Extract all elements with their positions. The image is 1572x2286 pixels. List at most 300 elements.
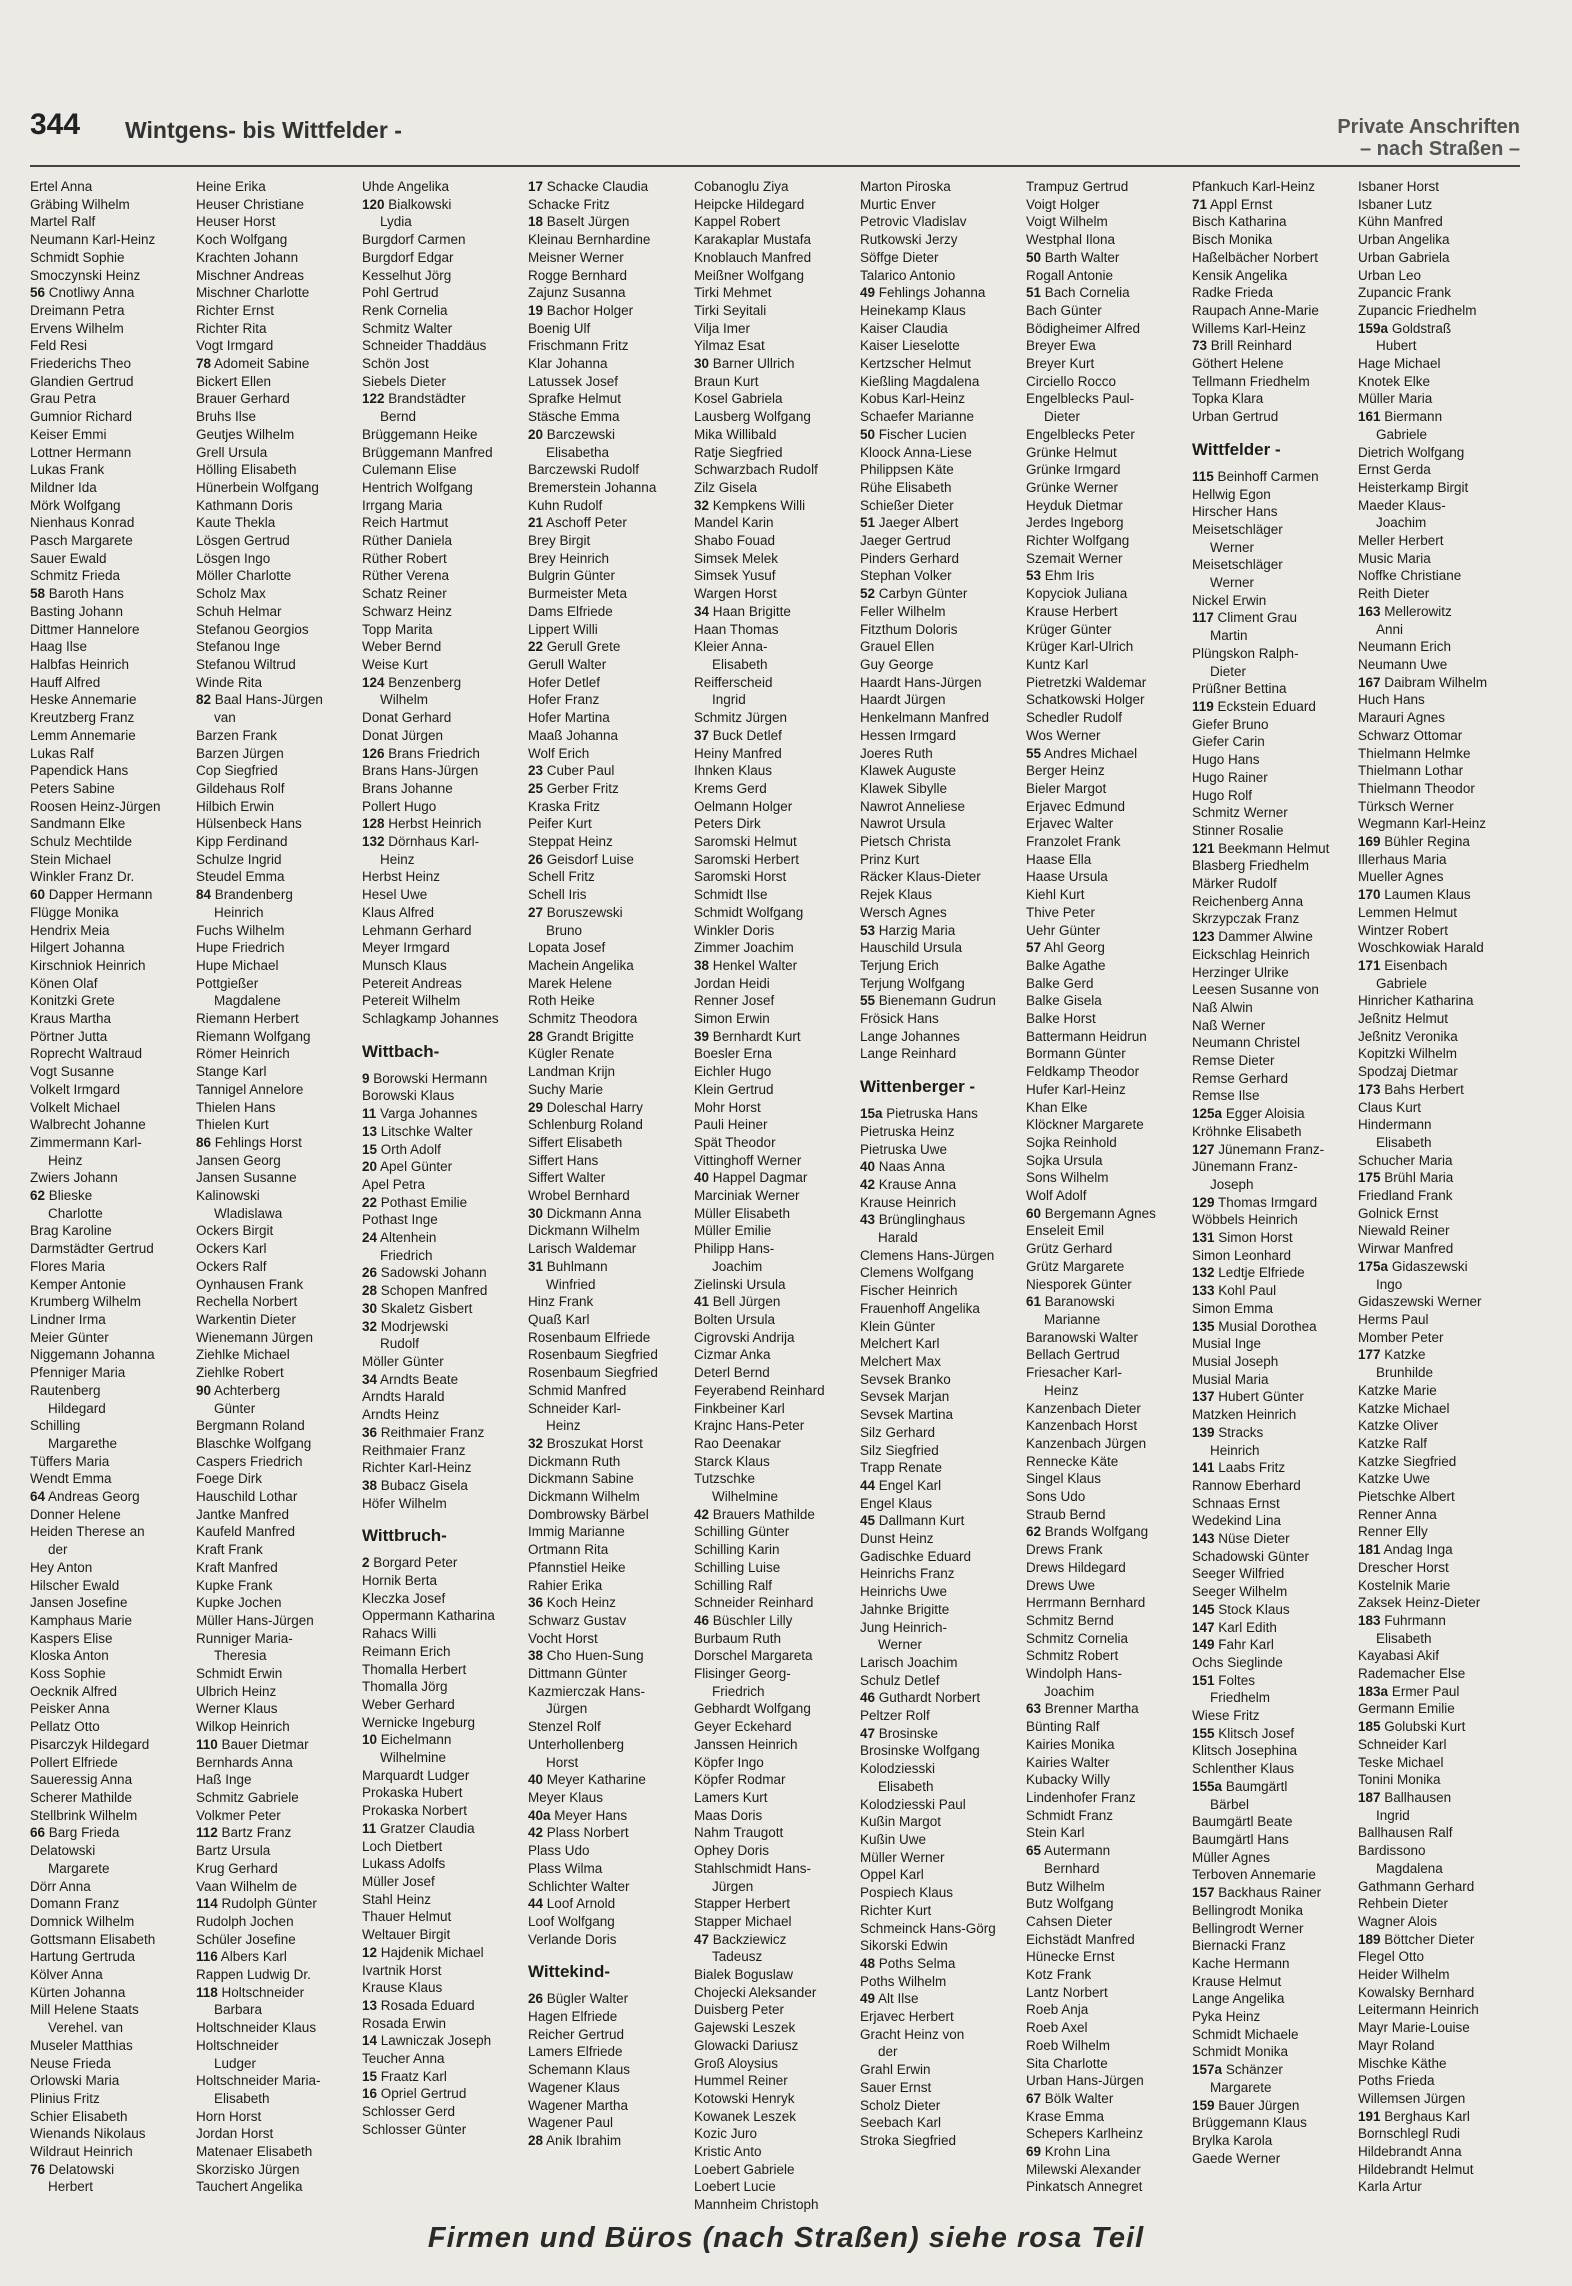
resident-name: Lösgen Ingo [196, 550, 271, 566]
listing-continuation [1192, 1689, 1350, 1707]
listing-entry [860, 656, 1018, 674]
listing-continuation [528, 1276, 686, 1294]
house-number: 159a [1358, 320, 1389, 336]
listing-entry [1026, 444, 1184, 462]
listing-entry [528, 1134, 686, 1152]
resident-name: Mellerowitz [1384, 603, 1452, 619]
house-number: 56 [30, 285, 46, 301]
listing-entry [362, 1590, 520, 1608]
resident-name: Wernicke Ingeburg [362, 1714, 476, 1730]
resident-name: Stange Karl [196, 1064, 267, 1080]
listing-entry [528, 550, 686, 568]
listing-entry [694, 178, 852, 196]
listing-entry [1192, 857, 1350, 875]
listing-entry [694, 390, 852, 408]
resident-name: Hindermann [1358, 1117, 1432, 1133]
listing-entry [1192, 928, 1350, 946]
resident-name: Ockers Ralf [196, 1258, 267, 1274]
resident-name: Elisabeth [878, 1778, 934, 1794]
listing-entry [196, 691, 354, 709]
house-number: 31 [528, 1258, 544, 1274]
resident-name: Lukas Frank [30, 462, 105, 478]
listing-entry [1358, 1718, 1516, 1736]
listing-entry [30, 1028, 188, 1046]
resident-name: Rogge Bernhard [528, 267, 628, 283]
resident-name: Grünke Werner [1026, 479, 1119, 495]
listing-entry [1026, 1470, 1184, 1488]
resident-name: Hage Michael [1358, 356, 1441, 372]
resident-name: Modrjewski [380, 1318, 449, 1334]
listing-continuation [196, 1205, 354, 1223]
resident-name: Ingrid [1376, 1807, 1410, 1823]
resident-name: Gabriele [1376, 975, 1428, 991]
resident-name: Hupe Michael [196, 957, 279, 973]
header-rule [30, 165, 1520, 167]
listing-entry [196, 497, 354, 515]
listing-entry [1358, 1311, 1516, 1329]
listing-entry [196, 302, 354, 320]
listing-entry [860, 426, 1018, 444]
resident-name: Simon Horst [1218, 1230, 1293, 1246]
listing-entry [362, 656, 520, 674]
listing-entry [694, 638, 852, 656]
listing-entry [1358, 886, 1516, 904]
listing-entry [1026, 1966, 1184, 1984]
listing-entry [860, 2061, 1018, 2079]
listing-entry [528, 656, 686, 674]
listing-entry [1192, 1052, 1350, 1070]
listing-entry [694, 833, 852, 851]
house-number: 27 [528, 904, 544, 920]
resident-name: Pottgießer [196, 975, 259, 991]
resident-name: Klöckner Margarete [1026, 1117, 1144, 1133]
listing-entry [30, 833, 188, 851]
listing-entry [362, 1353, 520, 1371]
listing-continuation [30, 1205, 188, 1223]
listing-entry [1026, 939, 1184, 957]
listing-entry [694, 1417, 852, 1435]
listing-entry [30, 1293, 188, 1311]
listing-entry [1192, 2114, 1350, 2132]
resident-name: Talarico Antonio [860, 267, 956, 283]
listing-entry [30, 1577, 188, 1595]
resident-name: Mill Helene Staats [30, 2002, 139, 2018]
house-number: 55 [1026, 745, 1042, 761]
resident-name: Klawek Sibylle [860, 780, 948, 796]
listing-entry [1358, 2161, 1516, 2179]
resident-name: Riemann Wolfgang [196, 1028, 311, 1044]
resident-name: Lamers Elfriede [528, 2044, 623, 2060]
listing-entry [1358, 1081, 1516, 1099]
resident-name: Niewald Reiner [1358, 1223, 1450, 1239]
listing-entry [860, 1654, 1018, 1672]
street-heading: Wittfelder - [1192, 439, 1281, 459]
resident-name: Apel Günter [380, 1159, 453, 1175]
listing-entry [528, 1010, 686, 1028]
listing-entry [1358, 1736, 1516, 1754]
resident-name: Baumgärtl [1225, 1778, 1288, 1794]
resident-name: Hajdenik Michael [380, 1944, 484, 1960]
resident-name: Henkelmann Manfred [860, 710, 990, 726]
listing-entry [1192, 1742, 1350, 1760]
resident-name: Beinhoff Carmen [1217, 468, 1319, 484]
listing-entry [694, 426, 852, 444]
listing-entry [1192, 1725, 1350, 1743]
listing-entry [694, 1435, 852, 1453]
listing-entry [362, 320, 520, 338]
resident-name: Joseph [1210, 1176, 1254, 1192]
listing-entry [196, 922, 354, 940]
resident-name: Geyer Eckehard [694, 1719, 792, 1735]
listing-entry [1192, 1884, 1350, 1902]
resident-name: Dunst Heinz [860, 1531, 934, 1547]
listing-entry [196, 1718, 354, 1736]
listing-continuation [1358, 1364, 1516, 1382]
listing-entry [1192, 2132, 1350, 2150]
listing-entry [860, 833, 1018, 851]
listing-entry [528, 957, 686, 975]
house-number: 15 [362, 1141, 378, 1157]
resident-name: Saueressig Anna [30, 1772, 133, 1788]
listing-entry [30, 1559, 188, 1577]
resident-name: Karakaplar Mustafa [694, 232, 812, 248]
resident-name: Reifferscheid [694, 674, 773, 690]
listing-entry [694, 2161, 852, 2179]
listing-entry [362, 585, 520, 603]
resident-name: Isbaner Horst [1358, 179, 1440, 194]
listing-entry [528, 249, 686, 267]
resident-name: Stinner Rosalie [1192, 822, 1284, 838]
resident-name: Krajnc Hans-Peter [694, 1418, 805, 1434]
resident-name: Wegmann Karl-Heinz [1358, 816, 1487, 832]
listing-entry [694, 2019, 852, 2037]
listing-entry [528, 1506, 686, 1524]
listing-entry [362, 1838, 520, 1856]
listing-entry [196, 762, 354, 780]
resident-name: Dieter [1044, 409, 1081, 425]
resident-name: Haag Ilse [30, 639, 88, 655]
resident-name: Chojecki Aleksander [694, 1984, 817, 2000]
resident-name: Gadischke Eduard [860, 1548, 972, 1564]
resident-name: Walbrecht Johanne [30, 1117, 146, 1133]
listing-entry [30, 1612, 188, 1630]
listing-entry [860, 1158, 1018, 1176]
listing-entry [1192, 390, 1350, 408]
house-number: 62 [30, 1188, 46, 1204]
house-number: 52 [860, 586, 876, 602]
house-number: 28 [528, 1028, 544, 1044]
listing-continuation [196, 992, 354, 1010]
resident-name: Groß Aloysius [694, 2055, 779, 2071]
listing-entry [30, 1824, 188, 1842]
listing-entry [1192, 981, 1350, 999]
resident-name: Pinkatsch Annegret [1026, 2179, 1143, 2195]
listing-entry [528, 1099, 686, 1117]
resident-name: Hendrix Meia [30, 922, 110, 938]
resident-name: Hildebrandt Helmut [1358, 2161, 1474, 2177]
house-number: 50 [1026, 249, 1042, 265]
resident-name: Biermann [1384, 409, 1443, 425]
resident-name: Hinz Frank [528, 1294, 594, 1310]
resident-name: Ziehlke Robert [196, 1365, 284, 1381]
resident-name: Voigt Holger [1026, 196, 1100, 212]
resident-name: Kuhn Rudolf [528, 497, 603, 513]
resident-name: Ballhausen Ralf [1358, 1825, 1453, 1841]
listing-entry [362, 479, 520, 497]
resident-name: Katzke Ralf [1358, 1435, 1428, 1451]
listing-entry [362, 567, 520, 585]
listing-continuation [30, 2019, 188, 2037]
resident-name: Irrgang Maria [362, 497, 443, 513]
listing-entry [30, 957, 188, 975]
house-number: 18 [528, 214, 544, 230]
listing-entry [1358, 267, 1516, 285]
resident-name: Thive Peter [1026, 904, 1096, 920]
listing-entry [1192, 1459, 1350, 1477]
house-number: 42 [694, 1506, 710, 1522]
listing-entry [30, 1594, 188, 1612]
listing-entry [30, 709, 188, 727]
listing-entry [694, 444, 852, 462]
listing-entry [30, 426, 188, 444]
house-number: 155a [1192, 1778, 1223, 1794]
resident-name: Martel Ralf [30, 214, 96, 230]
resident-name: Zupancic Frank [1358, 285, 1452, 301]
listing-entry [362, 2121, 520, 2139]
listing-entry [860, 444, 1018, 462]
resident-name: Hagen Elfriede [528, 2009, 618, 2025]
resident-name: Schmitz Frieda [30, 568, 121, 584]
resident-name: Borowski Klaus [362, 1088, 455, 1104]
resident-name: Eichstädt Manfred [1026, 1931, 1135, 1947]
resident-name: Dietrich Wolfgang [1358, 444, 1465, 460]
listing-entry [1192, 716, 1350, 734]
resident-name: Sevsek Marjan [860, 1389, 950, 1405]
listing-entry [362, 2068, 520, 2086]
resident-name: Golnick Ernst [1358, 1205, 1439, 1221]
resident-name: Raupach Anne-Marie [1192, 302, 1319, 318]
resident-name: Fitzthum Doloris [860, 621, 958, 637]
resident-name: Boesler Erna [694, 1046, 773, 1062]
listing-entry [860, 1796, 1018, 1814]
resident-name: Prokaska Hubert [362, 1785, 463, 1801]
resident-name: Barczewski Rudolf [528, 462, 640, 478]
listing-entry [30, 674, 188, 692]
resident-name: Tadeusz [712, 1949, 763, 1965]
listing-entry [362, 532, 520, 550]
listing-entry [860, 1211, 1018, 1229]
listing-entry [1026, 461, 1184, 479]
resident-name: Friedhelm [1210, 1690, 1271, 1706]
listing-entry [694, 567, 852, 585]
listing-entry [694, 2055, 852, 2073]
listing-entry [1358, 1577, 1516, 1595]
resident-name: Stapper Michael [694, 1913, 792, 1929]
listing-entry [694, 1842, 852, 1860]
listing-entry [196, 1807, 354, 1825]
resident-name: Urban Angelika [1358, 232, 1450, 248]
listing-entry [1192, 1672, 1350, 1690]
resident-name: Wagener Paul [528, 2115, 614, 2131]
house-number: 38 [528, 1648, 544, 1664]
house-number: 187 [1358, 1789, 1381, 1805]
resident-name: Meisetschläger [1192, 521, 1283, 537]
resident-name: Hummel Reiner [694, 2073, 788, 2089]
resident-name: Gottsmann Elisabeth [30, 1931, 156, 1947]
section-heading-line2: – nach Straßen – [1359, 138, 1520, 160]
listing-entry [362, 603, 520, 621]
resident-name: Wagener Martha [528, 2097, 629, 2113]
listing-entry [1192, 2008, 1350, 2026]
listing-entry [196, 780, 354, 798]
resident-name: Zimmer Joachim [694, 940, 794, 956]
listing-entry [1192, 1849, 1350, 1867]
listing-entry [694, 975, 852, 993]
resident-name: Geutjes Wilhelm [196, 426, 295, 442]
listing-entry [196, 1931, 354, 1949]
listing-entry [1192, 733, 1350, 751]
listing-entry [1026, 2108, 1184, 2126]
listing-entry [694, 337, 852, 355]
listing-entry [528, 1116, 686, 1134]
listing-entry [528, 1990, 686, 2008]
listing-continuation [196, 1400, 354, 1418]
resident-name: Varga Johannes [380, 1106, 478, 1122]
listing-entry [1192, 1990, 1350, 2008]
resident-name: Fuhrmann [1384, 1612, 1446, 1628]
resident-name: Boenig Ulf [528, 320, 591, 336]
listing-entry [694, 497, 852, 515]
resident-name: Friederichs Theo [30, 356, 132, 372]
resident-name: Richter Kurt [860, 1902, 932, 1918]
resident-name: Loebert Gabriele [694, 2161, 795, 2177]
resident-name: Hilscher Ewald [30, 1577, 120, 1593]
resident-name: Brands Wolfgang [1044, 1524, 1149, 1540]
resident-name: Teucher Anna [362, 2051, 445, 2067]
resident-name: Kaspers Elise [30, 1630, 113, 1646]
resident-name: Heinekamp Klaus [860, 302, 966, 318]
listing-entry [30, 1913, 188, 1931]
listing-entry [694, 1931, 852, 1949]
listing-entry [1192, 1335, 1350, 1353]
resident-name: Klaus Alfred [362, 904, 435, 920]
resident-name: Bauer Dietmar [221, 1736, 309, 1752]
resident-name: Harald [878, 1230, 918, 1246]
listing-entry [196, 249, 354, 267]
house-number: 29 [528, 1099, 544, 1115]
listing-entry [528, 302, 686, 320]
resident-name: Hinricher Katharina [1358, 993, 1474, 1009]
listing-entry [30, 1895, 188, 1913]
listing-entry [694, 267, 852, 285]
resident-name: Bartz Franz [221, 1825, 292, 1841]
listing-entry [196, 2143, 354, 2161]
resident-name: Musial Inge [1192, 1336, 1262, 1352]
resident-name: Richter Rita [196, 320, 267, 336]
listing-entry [1358, 373, 1516, 391]
listing-entry [1358, 868, 1516, 886]
resident-name: Zwiers Johann [30, 1170, 118, 1186]
listing-entry [362, 975, 520, 993]
listing-entry [860, 1010, 1018, 1028]
resident-name: Burbaum Ruth [694, 1630, 782, 1646]
resident-name: Sandmann Elke [30, 816, 126, 832]
listing-entry [860, 1247, 1018, 1265]
listing-entry [1192, 1034, 1350, 1052]
resident-name: Bölk Walter [1044, 2090, 1114, 2106]
listing-entry [1192, 1866, 1350, 1884]
listing-entry [694, 621, 852, 639]
house-number: 145 [1192, 1601, 1215, 1617]
listing-entry [196, 1878, 354, 1896]
listing-entry [528, 780, 686, 798]
listing-entry [1358, 1453, 1516, 1471]
listing-entry [860, 1831, 1018, 1849]
resident-name: Friesacher Karl- [1026, 1365, 1123, 1381]
listing-continuation [860, 1636, 1018, 1654]
resident-name: Kipp Ferdinand [196, 834, 288, 850]
listing-entry [196, 815, 354, 833]
house-number: 23 [528, 763, 544, 779]
listing-entry [1192, 1583, 1350, 1601]
listing-entry [1192, 1194, 1350, 1212]
listing-entry [196, 408, 354, 426]
resident-name: Fraatz Karl [380, 2068, 447, 2084]
listing-entry [528, 1931, 686, 1949]
listing-entry [528, 320, 686, 338]
resident-name: Simon Leonhard [1192, 1247, 1292, 1263]
listing-entry [1358, 2125, 1516, 2143]
resident-name: Bornschlegl Rudi [1358, 2126, 1461, 2142]
resident-name: Tirki Mehmet [694, 285, 772, 301]
resident-name: Bünting Ralf [1026, 1719, 1100, 1735]
resident-name: Schaefer Marianne [860, 409, 975, 425]
resident-name: Khan Elke [1026, 1099, 1088, 1115]
house-number: 44 [860, 1477, 876, 1493]
resident-name: Roeb Anja [1026, 2002, 1089, 2018]
listing-entry [860, 2079, 1018, 2097]
listing-entry [1192, 875, 1350, 893]
resident-name: Rüther Daniela [362, 533, 453, 549]
listing-entry [1358, 284, 1516, 302]
listing-entry [694, 1612, 852, 1630]
resident-name: Krumberg Wilhelm [30, 1294, 142, 1310]
listing-entry [1358, 1913, 1516, 1931]
listing-entry [196, 426, 354, 444]
listing-entry [1026, 2143, 1184, 2161]
resident-name: Dieter [1210, 663, 1247, 679]
column-1 [30, 178, 188, 2195]
resident-name: Kupke Jochen [196, 1595, 282, 1611]
resident-name: Schwarz Gustav [528, 1612, 627, 1628]
listing-continuation [694, 1258, 852, 1276]
listing-entry [694, 886, 852, 904]
resident-name: Heinz [546, 1418, 581, 1434]
listing-entry [860, 1530, 1018, 1548]
resident-name: Peifer Kurt [528, 816, 592, 832]
resident-name: Magdalene [214, 993, 281, 1009]
listing-continuation [694, 1683, 852, 1701]
footer-note: Firmen und Büros (nach Straßen) siehe rosa Teil [427, 2222, 1145, 2254]
resident-name: Eickschlag Heinrich [1192, 946, 1310, 962]
resident-name: Sevsek Branko [860, 1371, 951, 1387]
resident-name: Kappel Robert [694, 214, 781, 230]
listing-entry [1026, 373, 1184, 391]
listing-entry [1026, 567, 1184, 585]
listing-entry [30, 249, 188, 267]
resident-name: Urban Gertrud [1192, 409, 1279, 425]
listing-entry [30, 302, 188, 320]
